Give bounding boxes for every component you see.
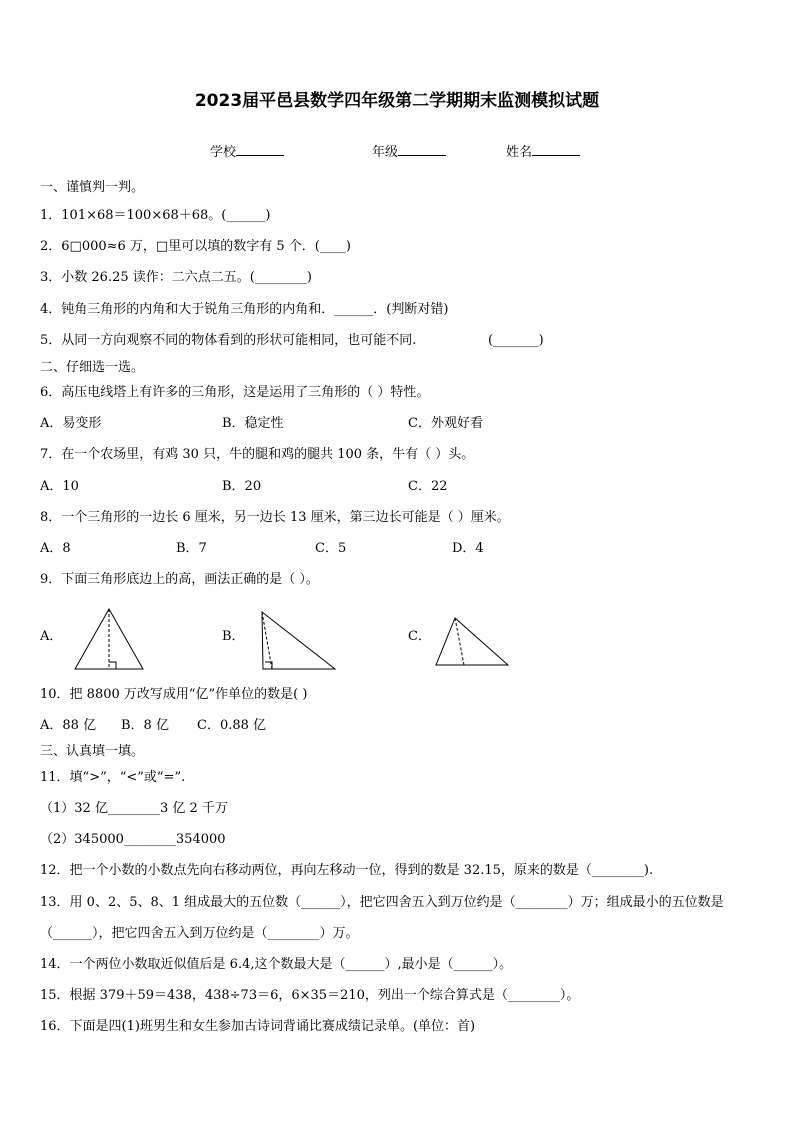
triangle-c-figure: [433, 612, 513, 670]
question-12: 12．把一个小数的小数点先向右移动两位，再向左移动一位，得到的数是 32.15，原来的数是（________).: [40, 863, 654, 878]
question-10: 10．把 8800 万改写成用“亿”作单位的数是( ): [40, 687, 308, 702]
triangle-b-figure: [255, 605, 341, 671]
q8-option-b[interactable]: B．7: [176, 541, 207, 556]
question-5-answer-blank[interactable]: (_______): [488, 333, 544, 348]
name-field: [506, 141, 580, 160]
section-1-heading: 一、谨慎判一判。: [40, 180, 145, 195]
q6-option-b[interactable]: B．稳定性: [222, 416, 284, 431]
q10-option-b[interactable]: B．8 亿: [121, 718, 169, 733]
q8-option-d[interactable]: D．4: [452, 541, 484, 556]
q9-option-a[interactable]: A．: [40, 629, 63, 644]
q6-option-a[interactable]: A．易变形: [40, 416, 102, 431]
question-13-continued: （______），把它四舍五入到万位约是（________）万。: [40, 926, 359, 941]
q7-option-c[interactable]: C．22: [408, 479, 448, 494]
triangle-a-figure: [70, 605, 150, 671]
q7-option-b[interactable]: B．20: [222, 479, 262, 494]
name-label: 姓名: [506, 145, 533, 160]
q8-option-c[interactable]: C．5: [315, 541, 347, 556]
q10-option-a[interactable]: A．88 亿: [40, 718, 97, 733]
question-4: 4．钝角三角形的内角和大于锐角三角形的内角和．______．(判断对错): [40, 302, 449, 317]
q8-option-a[interactable]: A．8: [40, 541, 71, 556]
question-11-part-2: （2）345000________354000: [40, 832, 226, 847]
question-6: 6．高压电线塔上有许多的三角形，这是运用了三角形的（ ）特性。: [40, 385, 430, 400]
question-7: 7．在一个农场里，有鸡 30 只，牛的腿和鸡的腿共 100 条，牛有（ ）头。: [40, 447, 475, 462]
grade-label: 年级: [372, 145, 399, 160]
q9-option-c[interactable]: C．: [408, 629, 431, 644]
grade-field: [372, 141, 446, 160]
question-11-part-1: （1）32 亿________3 亿 2 千万: [40, 801, 228, 816]
section-3-heading: 三、认真填一填。: [40, 744, 145, 759]
question-11: 11．填“>”，“<”或“=”.: [40, 770, 186, 785]
school-blank[interactable]: [236, 143, 284, 156]
question-2: 2．6□000≈6 万，□里可以填的数字有 5 个．(____): [40, 239, 351, 254]
page-title: 2023届平邑县数学四年级第二学期期末监测模拟试题: [194, 91, 600, 111]
question-13: 13．用 0、2、5、8、1 组成最大的五位数（______），把它四舍五入到万位约是（________）万；组成最小的五位数是: [40, 895, 724, 910]
school-label: 学校: [210, 145, 237, 160]
school-field: [210, 141, 284, 160]
question-14: 14．一个两位小数取近似值后是 6.4,这个数最大是（______）,最小是（______）。: [40, 957, 513, 972]
section-2-heading: 二、仔细选一选。: [40, 360, 145, 375]
question-9: 9．下面三角形底边上的高，画法正确的是（ ）。: [40, 572, 319, 587]
grade-blank[interactable]: [398, 143, 446, 156]
question-1: 1．101×68＝100×68＋68。(______): [40, 208, 271, 223]
q6-option-c[interactable]: C．外观好看: [408, 416, 483, 431]
q9-option-b[interactable]: B．: [222, 629, 245, 644]
question-15: 15．根据 379＋59＝438，438÷73＝6，6×35＝210，列出一个综合算式是（________）。: [40, 988, 580, 1003]
question-16: 16．下面是四(1)班男生和女生参加古诗词背诵比赛成绩记录单。(单位：首): [40, 1019, 476, 1034]
name-blank[interactable]: [532, 143, 580, 156]
q10-option-c[interactable]: C．0.88 亿: [197, 718, 267, 733]
question-8: 8．一个三角形的一边长 6 厘米，另一边长 13 厘米，第三边长可能是（ ）厘米。: [40, 510, 510, 525]
q7-option-a[interactable]: A．10: [40, 479, 79, 494]
question-3: 3．小数 26.25 读作：二六点二五。(________): [40, 270, 312, 285]
question-5: 5．从同一方向观察不同的物体看到的形状可能相同，也可能不同.: [40, 333, 417, 348]
